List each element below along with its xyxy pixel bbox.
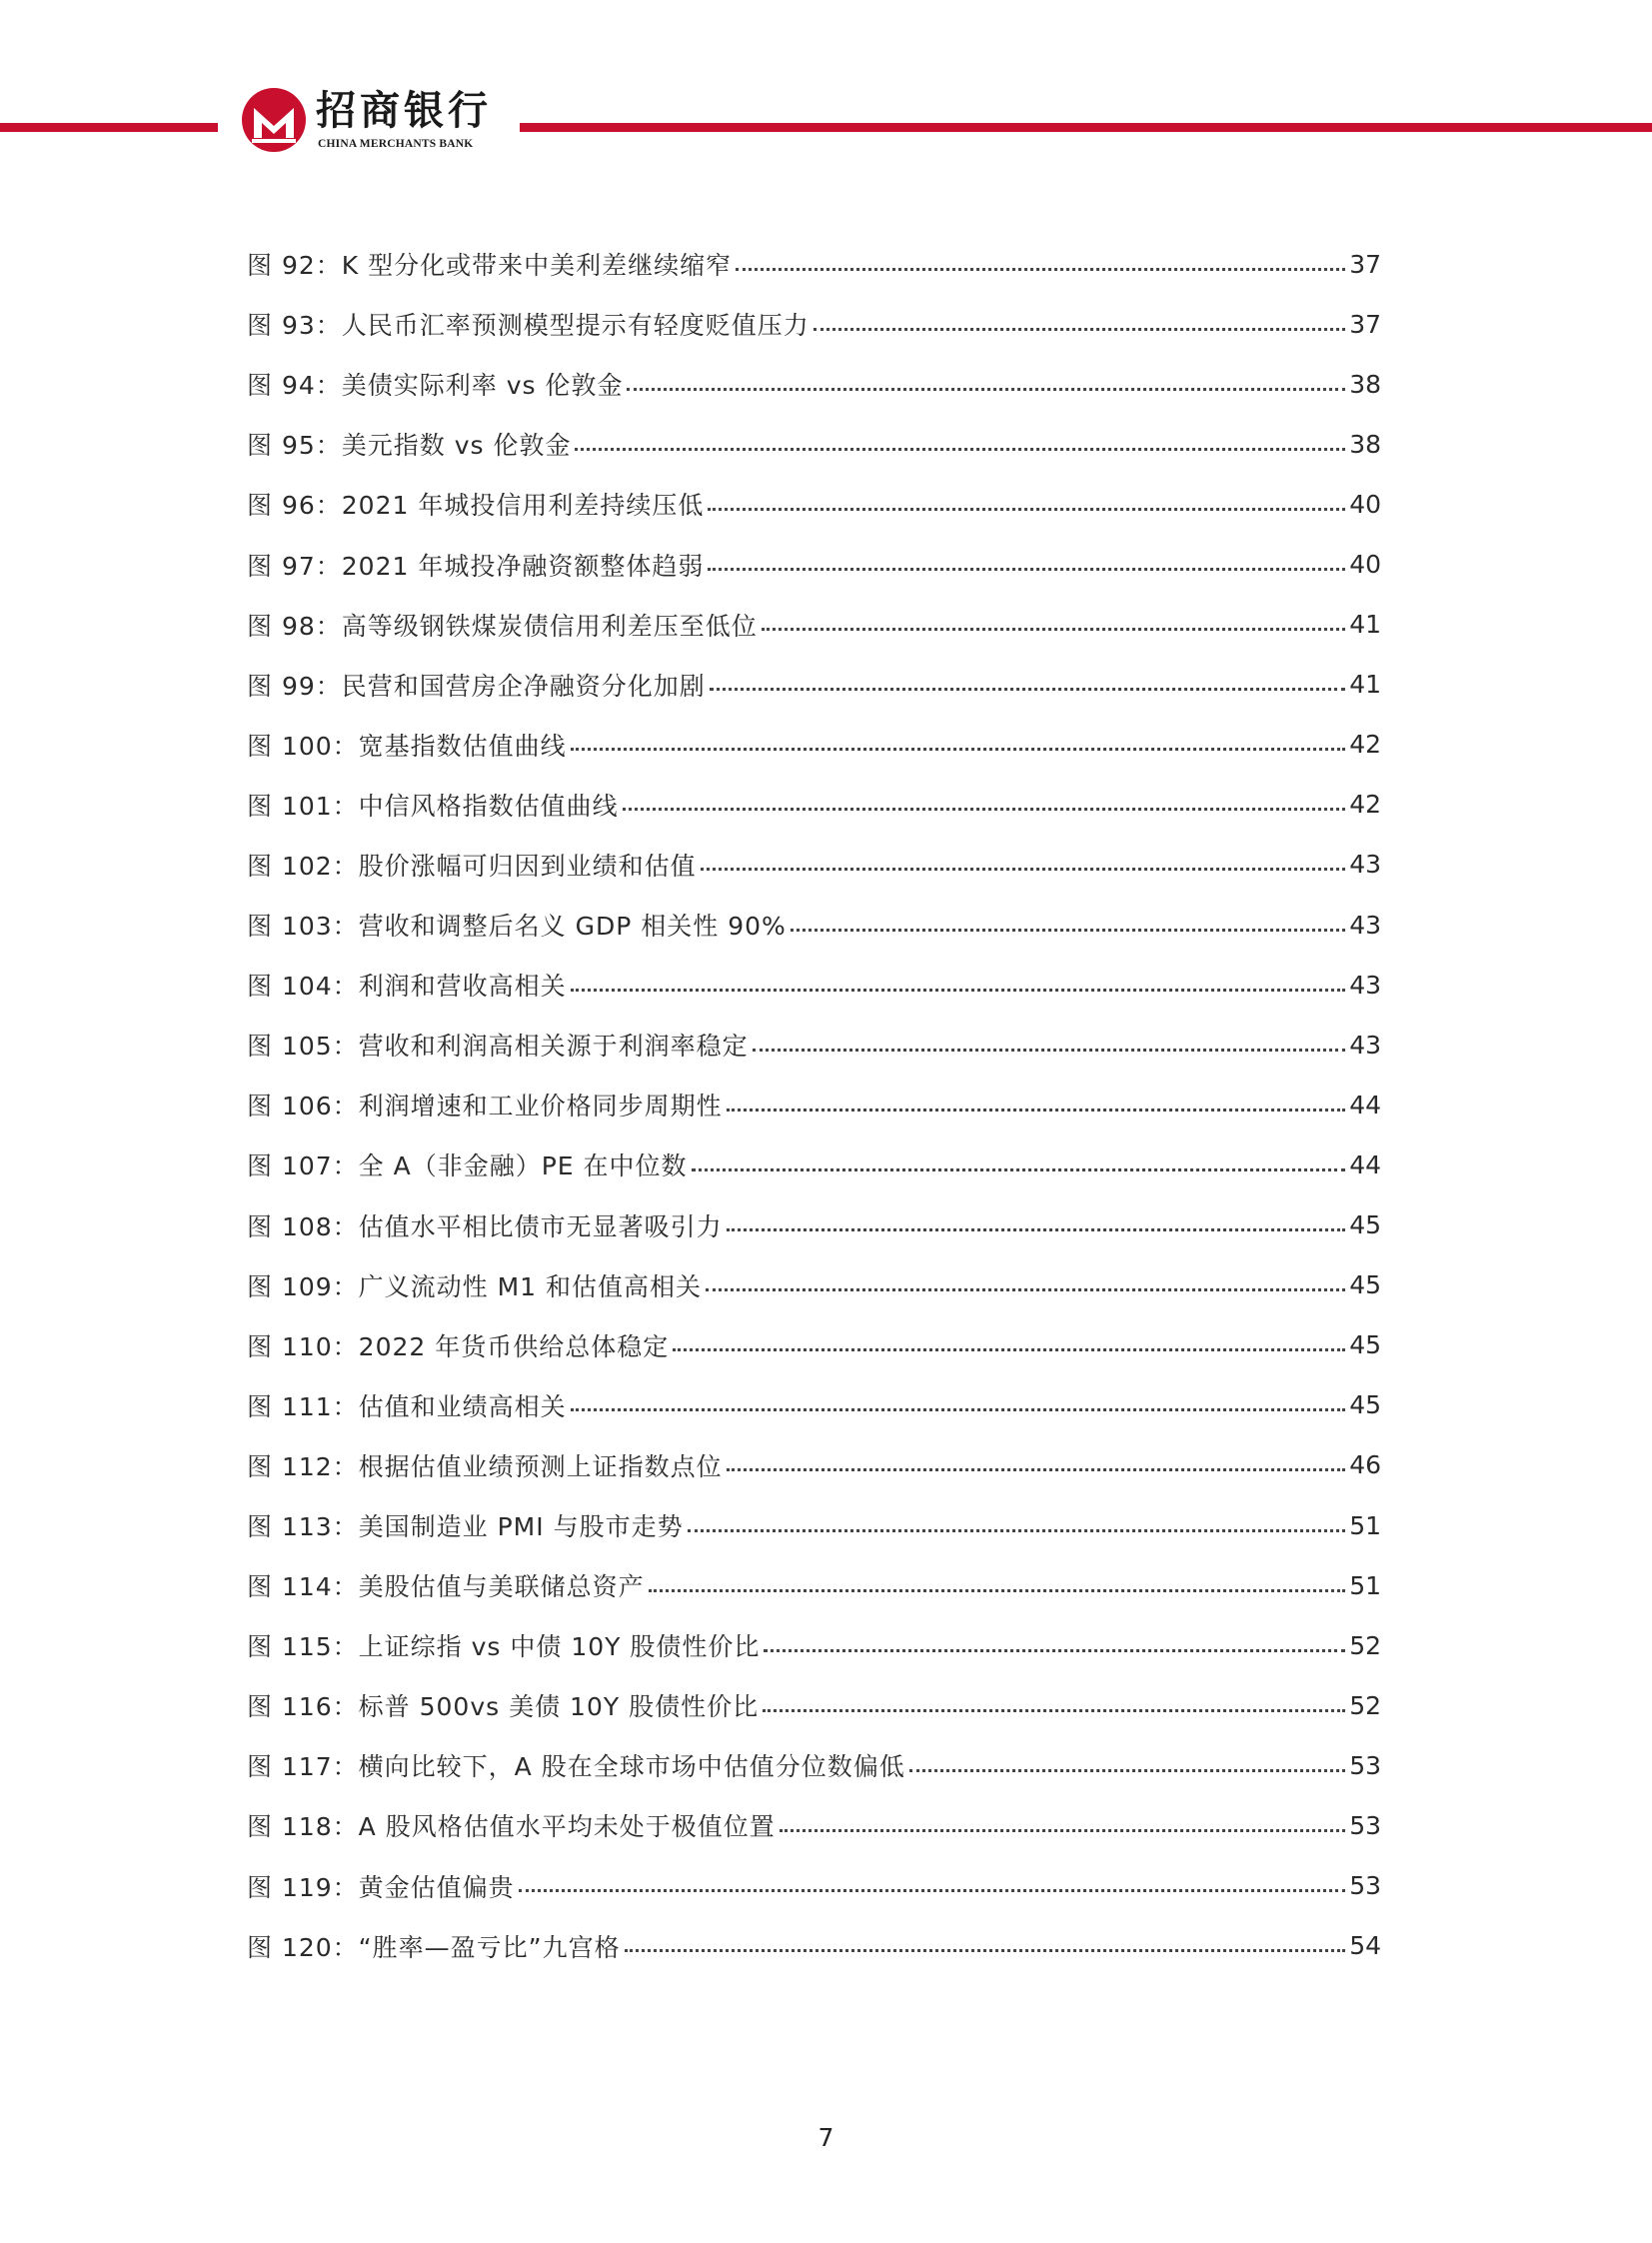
toc-entry[interactable] [247, 715, 1381, 775]
toc-leader-dots [764, 1643, 1345, 1652]
toc-entry[interactable] [247, 1916, 1381, 1976]
toc-entry-page[interactable]: 42 [1349, 730, 1381, 760]
toc-entry-title[interactable]: 图 111：估值和业绩高相关 [247, 1391, 567, 1421]
toc-entry-title[interactable]: 图 109：广义流动性 M1 和估值高相关 [247, 1271, 703, 1301]
toc-entry-title[interactable]: 图 92：K 型分化或带来中美利差继续缩窄 [247, 251, 733, 281]
toc-entry-title[interactable]: 图 93：人民币汇率预测模型提示有轻度贬值压力 [247, 311, 810, 341]
toc-leader-dots [706, 1282, 1345, 1291]
toc-entry[interactable] [247, 1735, 1381, 1795]
header-rule-left [0, 123, 218, 132]
toc-leader-dots [909, 1763, 1345, 1772]
toc-entry-page[interactable]: 45 [1349, 1270, 1381, 1300]
toc-entry-title[interactable]: 图 100：宽基指数估值曲线 [247, 731, 567, 761]
toc-entry-title[interactable]: 图 117：横向比较下，A 股在全球市场中估值分位数偏低 [247, 1752, 905, 1782]
toc-entry[interactable] [247, 1315, 1381, 1375]
toc-entry-page[interactable]: 52 [1349, 1630, 1381, 1660]
toc-entry-title[interactable]: 图 114：美股估值与美联储总资产 [247, 1572, 645, 1602]
toc-entry-title[interactable]: 图 97：2021 年城投净融资额整体趋弱 [247, 551, 705, 581]
toc-leader-dots [649, 1583, 1346, 1592]
toc-entry[interactable] [247, 1075, 1381, 1134]
toc-entry-page[interactable]: 45 [1349, 1330, 1381, 1360]
toc-entry-page[interactable]: 40 [1349, 550, 1381, 580]
toc-entry[interactable] [247, 474, 1381, 534]
toc-entry[interactable] [247, 414, 1381, 474]
toc-entry-title[interactable]: 图 101：中信风格指数估值曲线 [247, 791, 619, 821]
toc-entry-page[interactable]: 44 [1349, 1149, 1381, 1179]
toc-entry-page[interactable]: 45 [1349, 1390, 1381, 1420]
toc-entry-title[interactable]: 图 119：黄金估值偏贵 [247, 1872, 515, 1902]
toc-entry-title[interactable]: 图 105：营收和利润高相关源于利润率稳定 [247, 1032, 749, 1062]
toc-leader-dots [727, 1222, 1346, 1231]
toc-leader-dots [623, 802, 1346, 811]
toc-leader-dots [753, 1043, 1346, 1052]
toc-leader-dots [791, 923, 1345, 932]
toc-leader-dots [571, 742, 1346, 751]
toc-entry-page[interactable]: 52 [1349, 1690, 1381, 1720]
toc-entry-page[interactable]: 43 [1349, 910, 1381, 940]
toc-leader-dots [575, 442, 1345, 451]
toc-entry-page[interactable]: 37 [1349, 249, 1381, 279]
toc-leader-dots [727, 1462, 1346, 1471]
table-of-figures [247, 234, 1381, 1976]
toc-entry[interactable] [247, 1856, 1381, 1916]
toc-entry[interactable] [247, 595, 1381, 655]
toc-entry-title[interactable]: 图 94：美债实际利率 vs 伦敦金 [247, 371, 624, 401]
toc-entry-page[interactable]: 43 [1349, 850, 1381, 880]
toc-entry[interactable] [247, 354, 1381, 414]
toc-entry-page[interactable]: 53 [1349, 1810, 1381, 1840]
toc-leader-dots [627, 382, 1345, 391]
toc-entry[interactable] [247, 895, 1381, 955]
toc-leader-dots [814, 322, 1345, 331]
toc-entry[interactable] [247, 1675, 1381, 1735]
toc-entry[interactable] [247, 655, 1381, 715]
toc-entry[interactable] [247, 775, 1381, 835]
toc-entry-page[interactable]: 53 [1349, 1871, 1381, 1901]
toc-leader-dots [762, 622, 1345, 631]
toc-leader-dots [673, 1342, 1345, 1351]
toc-entry-page[interactable]: 40 [1349, 489, 1381, 519]
toc-leader-dots [688, 1523, 1346, 1532]
toc-entry[interactable] [247, 1375, 1381, 1435]
toc-leader-dots [571, 983, 1346, 992]
toc-entry-page[interactable]: 53 [1349, 1750, 1381, 1780]
toc-entry[interactable] [247, 534, 1381, 594]
toc-entry-title[interactable]: 图 96：2021 年城投信用利差持续压低 [247, 491, 705, 521]
toc-entry-title[interactable]: 图 102：股价涨幅可归因到业绩和估值 [247, 851, 697, 881]
toc-entry[interactable] [247, 1255, 1381, 1315]
toc-entry-title[interactable]: 图 118：A 股风格估值水平均未处于极值位置 [247, 1812, 776, 1842]
toc-entry[interactable] [247, 955, 1381, 1015]
toc-entry-page[interactable]: 43 [1349, 970, 1381, 1000]
toc-entry-title[interactable]: 图 107：全 A（非金融）PE 在中位数 [247, 1151, 688, 1181]
toc-entry[interactable] [247, 1015, 1381, 1075]
toc-leader-dots [710, 682, 1345, 691]
toc-leader-dots [571, 1402, 1346, 1411]
toc-entry-title[interactable]: 图 110：2022 年货币供给总体稳定 [247, 1331, 670, 1361]
toc-leader-dots [519, 1883, 1346, 1892]
page-number: 7 [818, 2123, 834, 2152]
toc-entry-page[interactable]: 54 [1349, 1931, 1381, 1961]
toc-entry[interactable] [247, 835, 1381, 895]
toc-leader-dots [708, 502, 1345, 511]
toc-leader-dots [727, 1103, 1346, 1112]
toc-entry-title[interactable]: 图 98：高等级钢铁煤炭债信用利差压至低位 [247, 611, 758, 641]
toc-entry-title[interactable]: 图 112：根据估值业绩预测上证指数点位 [247, 1451, 723, 1481]
toc-entry[interactable] [247, 1795, 1381, 1855]
cmb-logo-icon [240, 86, 308, 154]
toc-leader-dots [692, 1162, 1346, 1171]
toc-leader-dots [780, 1823, 1345, 1832]
toc-entry-page[interactable]: 46 [1349, 1450, 1381, 1480]
toc-entry-title[interactable]: 图 103：营收和调整后名义 GDP 相关性 90% [247, 912, 787, 942]
toc-entry-page[interactable]: 45 [1349, 1210, 1381, 1240]
toc-entry[interactable] [247, 1134, 1381, 1194]
toc-entry[interactable] [247, 234, 1381, 294]
toc-entry-title[interactable]: 图 115：上证综指 vs 中债 10Y 股债性价比 [247, 1632, 761, 1662]
toc-entry-page[interactable]: 37 [1349, 309, 1381, 339]
toc-entry-page[interactable]: 41 [1349, 670, 1381, 700]
toc-entry-title[interactable]: 图 104：利润和营收高相关 [247, 972, 567, 1002]
toc-entry-page[interactable]: 38 [1349, 369, 1381, 399]
toc-entry-title[interactable]: 图 95：美元指数 vs 伦敦金 [247, 431, 572, 461]
toc-entry-page[interactable]: 51 [1349, 1510, 1381, 1540]
toc-entry-title[interactable]: 图 108：估值水平相比债市无显著吸引力 [247, 1211, 723, 1241]
toc-entry-title[interactable]: 图 106：利润增速和工业价格同步周期性 [247, 1092, 723, 1122]
toc-entry-title[interactable]: 图 116：标普 500vs 美债 10Y 股债性价比 [247, 1692, 760, 1722]
toc-entry-page[interactable]: 42 [1349, 790, 1381, 820]
toc-entry-title[interactable]: 图 113：美国制造业 PMI 与股市走势 [247, 1512, 684, 1542]
toc-entry[interactable] [247, 1615, 1381, 1675]
page-header [0, 0, 1652, 170]
toc-entry-page[interactable]: 41 [1349, 610, 1381, 640]
toc-entry[interactable] [247, 294, 1381, 354]
toc-entry-page[interactable]: 38 [1349, 429, 1381, 459]
toc-entry-page[interactable]: 43 [1349, 1030, 1381, 1060]
toc-entry[interactable] [247, 1435, 1381, 1495]
toc-entry[interactable] [247, 1495, 1381, 1555]
toc-entry-title[interactable]: 图 120：“胜率—盈亏比”九宫格 [247, 1932, 621, 1962]
toc-leader-dots [625, 1943, 1346, 1952]
toc-leader-dots [701, 862, 1346, 871]
toc-entry-page[interactable]: 44 [1349, 1090, 1381, 1120]
toc-entry[interactable] [247, 1555, 1381, 1615]
toc-leader-dots [763, 1703, 1345, 1712]
toc-leader-dots [708, 562, 1345, 571]
toc-entry-page[interactable]: 51 [1349, 1570, 1381, 1600]
toc-entry-title[interactable]: 图 99：民营和国营房企净融资分化加剧 [247, 671, 706, 701]
toc-leader-dots [736, 262, 1345, 271]
brand-name-en: CHINA MERCHANTS BANK [318, 138, 474, 150]
header-rule-right [520, 123, 1652, 132]
toc-entry[interactable] [247, 1195, 1381, 1255]
brand-name-cn: 招商银行 [316, 87, 492, 134]
